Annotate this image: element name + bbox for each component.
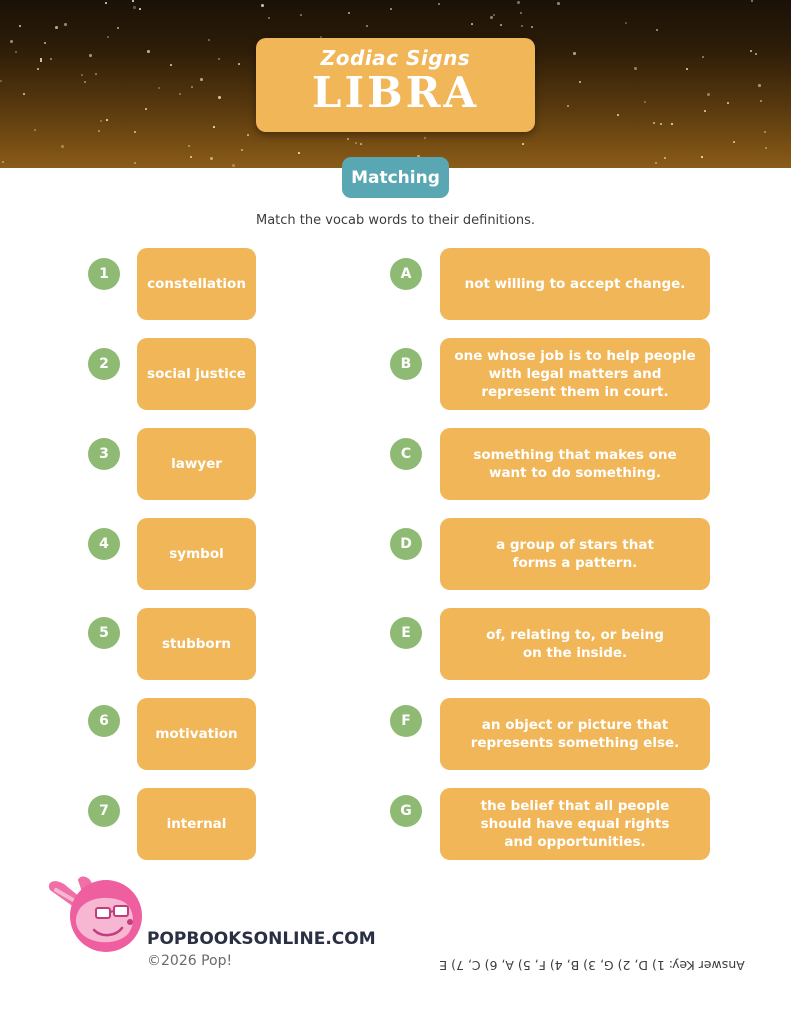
star-dot <box>19 25 21 27</box>
star-dot <box>188 145 190 147</box>
star-dot <box>298 152 300 154</box>
star-dot <box>210 157 213 160</box>
letter-circle: E <box>390 617 422 649</box>
star-dot <box>348 12 350 14</box>
star-dot <box>158 87 160 89</box>
star-dot <box>37 68 39 70</box>
star-dot <box>218 58 220 60</box>
star-dot <box>727 102 729 104</box>
star-dot <box>617 114 619 116</box>
star-dot <box>531 26 533 28</box>
star-dot <box>390 8 392 10</box>
star-dot <box>134 162 136 164</box>
word-box-symbol: symbol <box>137 518 256 590</box>
star-dot <box>61 145 64 148</box>
star-dot <box>238 63 240 65</box>
star-dot <box>95 73 97 75</box>
star-dot <box>89 54 92 57</box>
number-circle: 2 <box>88 348 120 380</box>
star-dot <box>521 25 523 27</box>
star-dot <box>84 81 86 83</box>
definition-box-f: an object or picture that represents something else. <box>440 698 710 770</box>
word-box-motivation: motivation <box>137 698 256 770</box>
word-box-constellation: constellation <box>137 248 256 320</box>
star-dot <box>247 134 249 136</box>
star-dot <box>133 6 136 9</box>
star-dot <box>655 162 657 164</box>
definition-box-g: the belief that all people should have equal rights and opportunities. <box>440 788 710 860</box>
word-box-stubborn: stubborn <box>137 608 256 680</box>
star-dot <box>213 126 215 128</box>
number-circle: 4 <box>88 528 120 560</box>
definition-box-d: a group of stars that forms a pattern. <box>440 518 710 590</box>
star-dot <box>355 142 357 144</box>
star-dot <box>190 156 192 158</box>
star-dot <box>758 84 761 87</box>
star-dot <box>707 93 710 96</box>
star-dot <box>98 130 100 132</box>
star-dot <box>191 86 193 88</box>
letter-circle: C <box>390 438 422 470</box>
star-dot <box>40 58 42 60</box>
star-dot <box>579 81 581 83</box>
word-box-internal: internal <box>137 788 256 860</box>
star-dot <box>139 8 141 10</box>
star-dot <box>520 12 522 14</box>
star-dot <box>15 51 17 53</box>
star-dot <box>573 52 576 55</box>
star-dot <box>261 4 264 7</box>
star-dot <box>653 122 655 124</box>
number-circle: 3 <box>88 438 120 470</box>
definition-box-b: one whose job is to help people with legal matters and represent them in court. <box>440 338 710 410</box>
star-dot <box>134 131 136 133</box>
star-dot <box>760 100 762 102</box>
star-dot <box>132 0 134 2</box>
star-dot <box>105 2 107 4</box>
section-tab-matching: Matching <box>342 157 449 198</box>
star-dot <box>517 1 520 4</box>
star-dot <box>200 78 203 81</box>
star-dot <box>268 17 270 19</box>
letter-circle: F <box>390 705 422 737</box>
star-dot <box>208 39 210 41</box>
star-dot <box>100 120 102 122</box>
star-dot <box>347 138 349 140</box>
star-dot <box>424 137 426 139</box>
star-dot <box>106 119 108 121</box>
instructions-text: Match the vocab words to their definitions. <box>256 213 535 228</box>
star-dot <box>686 68 688 70</box>
star-dot <box>179 93 181 95</box>
star-dot <box>2 161 4 163</box>
star-dot <box>145 108 147 110</box>
star-dot <box>765 147 767 149</box>
star-dot <box>117 27 119 29</box>
brand-name: POPBOOKSONLINE.COM <box>147 929 376 949</box>
star-dot <box>107 36 109 38</box>
star-dot <box>755 53 757 55</box>
star-dot <box>64 23 67 26</box>
letter-circle: D <box>390 528 422 560</box>
star-dot <box>366 25 368 27</box>
star-dot <box>44 42 46 44</box>
star-dot <box>656 29 658 31</box>
pink-rabbit-mascot-icon <box>44 872 148 956</box>
star-dot <box>360 143 362 145</box>
star-dot <box>660 123 662 125</box>
word-box-lawyer: lawyer <box>137 428 256 500</box>
star-dot <box>218 96 221 99</box>
star-dot <box>702 56 704 58</box>
star-dot <box>232 164 235 167</box>
title-subtitle: Zodiac Signs <box>320 46 471 70</box>
star-dot <box>490 16 493 19</box>
definition-box-c: something that makes one want to do something. <box>440 428 710 500</box>
letter-circle: B <box>390 348 422 380</box>
star-dot <box>40 60 42 62</box>
star-dot <box>55 26 58 29</box>
copyright-text: ©2026 Pop! <box>147 953 233 969</box>
star-dot <box>500 24 502 26</box>
star-dot <box>50 58 52 60</box>
letter-circle: G <box>390 795 422 827</box>
number-circle: 1 <box>88 258 120 290</box>
star-dot <box>493 14 495 16</box>
star-dot <box>438 3 440 5</box>
star-dot <box>764 131 766 133</box>
star-dot <box>567 105 569 107</box>
star-dot <box>147 50 150 53</box>
star-dot <box>644 101 646 103</box>
star-dot <box>241 149 243 151</box>
star-dot <box>625 22 627 24</box>
star-dot <box>701 156 703 158</box>
star-dot <box>300 14 302 16</box>
star-dot <box>664 157 666 159</box>
star-dot <box>557 2 560 5</box>
number-circle: 7 <box>88 795 120 827</box>
star-dot <box>750 50 752 52</box>
star-dot <box>23 93 25 95</box>
star-dot <box>634 67 637 70</box>
star-dot <box>170 64 172 66</box>
star-dot <box>34 129 36 131</box>
star-dot <box>10 40 13 43</box>
definition-box-a: not willing to accept change. <box>440 248 710 320</box>
letter-circle: A <box>390 258 422 290</box>
number-circle: 5 <box>88 617 120 649</box>
star-dot <box>81 74 83 76</box>
definition-box-e: of, relating to, or being on the inside. <box>440 608 710 680</box>
word-box-social-justice: social justice <box>137 338 256 410</box>
answer-key-upside-down: Answer Key: 1) D, 2) G, 3) B, 4) F, 5) A, 6) C, 7) E <box>439 958 745 973</box>
number-circle: 6 <box>88 705 120 737</box>
star-dot <box>671 123 673 125</box>
star-dot <box>522 143 524 145</box>
star-dot <box>733 141 735 143</box>
star-dot <box>751 0 753 2</box>
star-dot <box>704 110 706 112</box>
star-dot <box>0 80 2 82</box>
title-card <box>256 38 535 132</box>
star-dot <box>471 23 473 25</box>
page-title: LIBRA <box>311 68 480 117</box>
